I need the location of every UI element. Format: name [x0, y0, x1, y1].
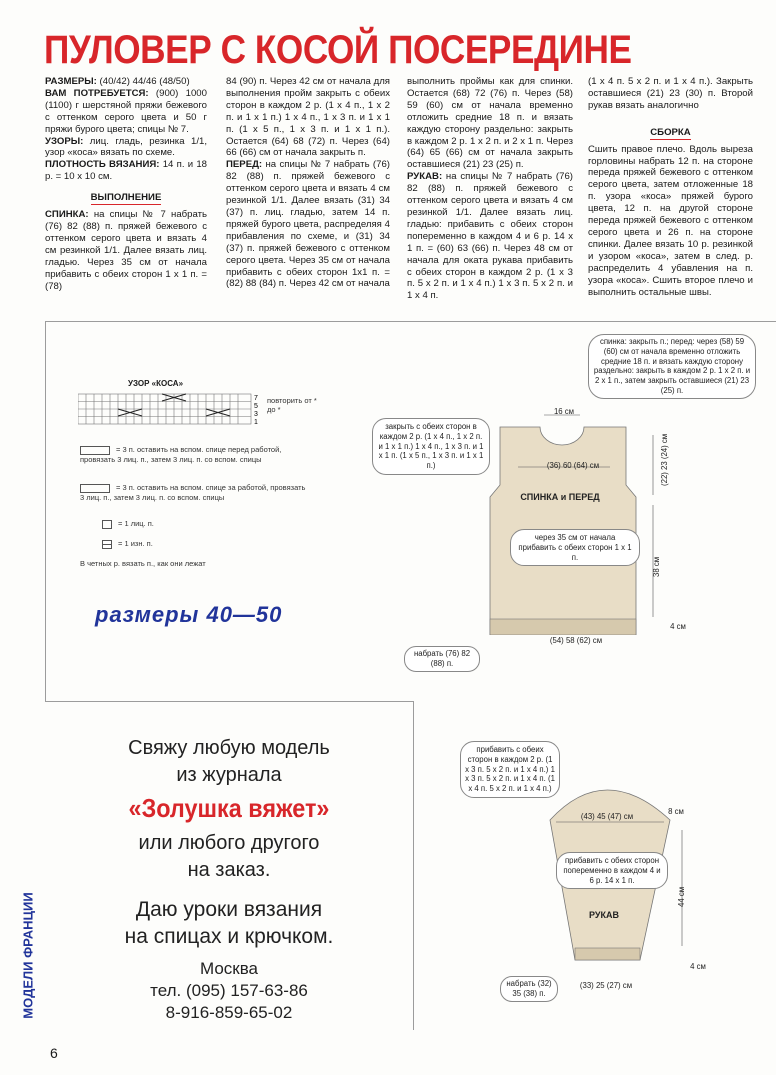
back-front-left-note: закрыть с обеих сторон в каждом 2 р. (1 х 4 п., 1 х 2 п. и 1 х 1 п.) 1 х 4 п., 1 х 3 п. и 1 х 1 п. (1 х 5 п., 1 х 3 п. и 1 х 1 п.) [372, 418, 490, 475]
sleeve-increase-note: прибавить с обеих сторон попеременно в каждом 4 и 6 р. 14 х 1 п. [556, 852, 668, 889]
front-label: ПЕРЕД: [226, 159, 263, 171]
materials-text: (900) 1000 (1100) г шерстяной пряжи бежевого с оттенком серого цвета и 50 г пряжи бурого цвета; спицы № 7. [45, 87, 207, 135]
side-band-label: МОДЕЛИ ФРАНЦИИ [20, 892, 36, 1019]
sleeve-cast-on-note: набрать (32) 35 (38) п. [500, 976, 558, 1002]
sleeve-cap-label: 8 см [668, 807, 684, 816]
advert-line: на заказ. [187, 859, 271, 881]
chart-row-number: 3 [254, 411, 258, 418]
sleeve-text: на спицы № 7 набрать (76) 82 (88) п. пряжей бежевого с оттенком серого цвета и вязать 4 см резинкой 1/1. Далее вязать лиц. гладью: прибавить с обеих сторон попеременно в каждом 4 и 6 р. 14 х 1 п. = (60) 63 (66) п. Через 48 см от начала для оката рукава прибавить с обеих сторон в каждом 2 р. (1 х 3 п. 5 х 2 п. и 1 х 4 п.) 1 х 3 п. 5 х 2 п. и 1 х 4 п. [407, 171, 573, 302]
cable-chart-title: УЗОР «КОСА» [128, 379, 184, 388]
legend-cable-front: = 3 п. оставить на вспом. спице перед работой, провязать 3 лиц. п., затем 3 лиц. п. со вспом. спицы [80, 445, 282, 464]
chart-row-number: 5 [254, 403, 258, 410]
rib-height-label: 4 см [670, 622, 686, 631]
text-column-2 [226, 76, 390, 290]
text-column-3 [407, 76, 573, 302]
materials-label: ВАМ ПОТРЕБУЕТСЯ: [45, 87, 149, 99]
knit-stitch-icon [102, 520, 112, 529]
legend-even-rows: В четных р. вязать п., как они лежат [80, 559, 206, 568]
page-number: 6 [50, 1045, 58, 1061]
density-label: ПЛОТНОСТЬ ВЯЗАНИЯ: [45, 159, 160, 171]
advert-line: Свяжу любую модель [128, 737, 330, 759]
legend-purl: = 1 изн. п. [102, 539, 153, 549]
back-text: на спицы № 7 набрать (76) 82 (88) п. пряжей бежевого с оттенком серого цвета и вязать 4 см резинкой 1/1. Далее вязать лиц. гладью. Через 35 см от начала прибавить с обеих сторон 1 х 1 п. = (78) [45, 209, 207, 292]
advert-text [45, 896, 413, 950]
advert-line: из журнала [176, 764, 282, 786]
advert-phone: 8-916-859-65-02 [165, 1003, 293, 1022]
text-column-1 [45, 76, 207, 292]
neck-width-label: 16 см [553, 407, 575, 416]
rib-band [490, 619, 636, 635]
back-front-label: СПИНКА и ПЕРЕД [520, 492, 600, 502]
purl-stitch-icon [102, 540, 112, 549]
advert-line: или любого другого [138, 832, 320, 854]
sleeve-rib-band [575, 948, 640, 960]
back-continued-text: 84 (90) п. Через 42 см от начала для выполнения пройм закрыть с обеих сторон в каждом 2 р. (1 х 4 п., 1 х 2 п. и 1 х 1 п.) 1 х 4 п., 1 х 3 п. и 1 х 1 п. (1 х 5 п., 1 х 3 п. и 1 х 1 п.). Остается (64) 68 (72) п. Через (64) 66 (66) см от начала закрыть п. [226, 76, 390, 159]
assembly-text: Сшить правое плечо. Вдоль выреза горловины набрать 12 п. на стороне переда пряжей бежевого с оттенком серого цвета, затем отложенные 18 п. узора «коса» пряжей бурого цвета, 12 п. на другой стороне переда пряжей бежевого с оттенком серого цвета и 26 п. на стороне спинки. Далее вязать 10 р. резинкой и узором «коса», затем в след. р. распределить 4 убавления на п. узора «коса». Сшить второе плечо и выполнить остальные швы. [588, 143, 753, 298]
density-text: 14 п. и 18 р. = 10 х 10 см. [45, 159, 207, 183]
cast-on-note: набрать (76) 82 (88) п. [404, 646, 480, 672]
patterns-text: лиц. гладь, резинка 1/1, узор «коса» вязать по схеме. [45, 135, 207, 159]
front-continued-text: выполнить проймы как для спинки. Остается (68) 72 (76) п. Через (58) 59 (60) см от начала временно отложить средние 18 п. и вязать каждую сторону раздельно: закрыть в каждом 2 р. 1 х 2 п. и 2 х 1 п. Через (64) 65 (66) см от начала закрыть оставшиеся (21) 23 (25) п. [407, 76, 573, 171]
chart-row-number: 1 [254, 419, 258, 426]
sleeve-top-note: прибавить с обеих сторон в каждом 2 р. (1 х 3 п. 5 х 2 п. и 1 х 4 п.) 1 х 3 п. 5 х 2 п. и 1 х 4 п. (1 х 4 п. 5 х 2 п. и 1 х 4 п.) [460, 741, 560, 798]
sleeve-label: РУКАВ: [407, 171, 443, 183]
back-front-schematic [480, 405, 670, 635]
cable-back-symbol-icon [80, 484, 110, 493]
page-title: ПУЛОВЕР С КОСОЙ ПОСЕРЕДИНЕ [44, 28, 632, 72]
advert-line: Даю уроки вязания [135, 898, 323, 921]
advert-text [45, 830, 413, 884]
advert-phone: тел. (095) 157-63-86 [150, 981, 308, 1000]
sizes-label: РАЗМЕРЫ: [45, 76, 97, 87]
advert-contacts [45, 958, 413, 1024]
sleeve-label: РУКАВ [589, 910, 619, 920]
chart-row-number: 7 [254, 395, 258, 402]
sleeve-continued-text: (1 х 4 п. 5 х 2 п. и 1 х 4 п.). Закрыть оставшиеся (21) 23 (30) п. Второй рукав вязать аналогично [588, 76, 753, 111]
repeat-note: повторить от * до * [267, 396, 317, 414]
legend-cable-back: = 3 п. оставить на вспом. спице за работой, провязать 3 лиц. п., затем 3 лиц. п. со вспом. спицы [80, 483, 306, 502]
shoulder-width-label: (36) 60 (64) см [546, 461, 600, 470]
back-front-increase-note: через 35 см от начала прибавить с обеих сторон 1 х 1 п. [510, 529, 640, 566]
sizes-banner: размеры 40—50 [95, 602, 283, 627]
advert-brand: «Золушка вяжет» [128, 793, 330, 823]
side-band [17, 880, 39, 1040]
front-text: на спицы № 7 набрать (76) 82 (88) п. пряжей бежевого с оттенком серого цвета и вязать 4 см резинкой 1/1. Далее вязать (31) 34 (37) п. лиц. гладью, затем 14 п. пряжей бурого цвета, распределяя 4 прибавления по схеме, и (31) 34 (37) п. пряжей бежевого с оттенком серого цвета. Через 35 см от начала прибавить с обеих сторон 1х1 п. = (82) 88 (84) п. Через 42 см от начала [226, 159, 390, 290]
body-height-label: 38 см [652, 556, 662, 577]
armhole-height-label: (22) 23 (24) см [660, 433, 670, 486]
sleeve-bottom-width-label: (33) 25 (27) см [579, 981, 633, 990]
advert-line: на спицах и крючком. [124, 925, 334, 948]
back-label: СПИНКА: [45, 209, 89, 221]
text-column-4 [588, 76, 753, 298]
sleeve-top-width-label: (43) 45 (47) см [580, 812, 634, 821]
patterns-label: УЗОРЫ: [45, 135, 84, 147]
sleeve-height-label: 44 см [677, 886, 687, 907]
sleeve-rib-label: 4 см [690, 962, 706, 971]
section-heading-assembly: СБОРКА [650, 126, 691, 138]
advert-text [45, 735, 413, 789]
advert-city: Москва [199, 959, 259, 978]
back-front-top-note: спинка: закрыть п.; перед: через (58) 59 (60) см от начала временно отложить средние 18 п. и вязать каждую сторону раздельно: закрыть в каждом 2 р. 1 х 2 п. и 2 х 1 п., затем закрыть оставшиеся (21) 23 (25) п. [588, 334, 756, 399]
sizes-text: (40/42) 44/46 (48/50) [96, 76, 190, 87]
section-heading-execution: ВЫПОЛНЕНИЕ [90, 192, 162, 204]
legend-knit: = 1 лиц. п. [102, 519, 154, 529]
chart-grid [78, 394, 251, 424]
cable-front-symbol-icon [80, 446, 110, 455]
bottom-width-label: (54) 58 (62) см [549, 636, 603, 645]
